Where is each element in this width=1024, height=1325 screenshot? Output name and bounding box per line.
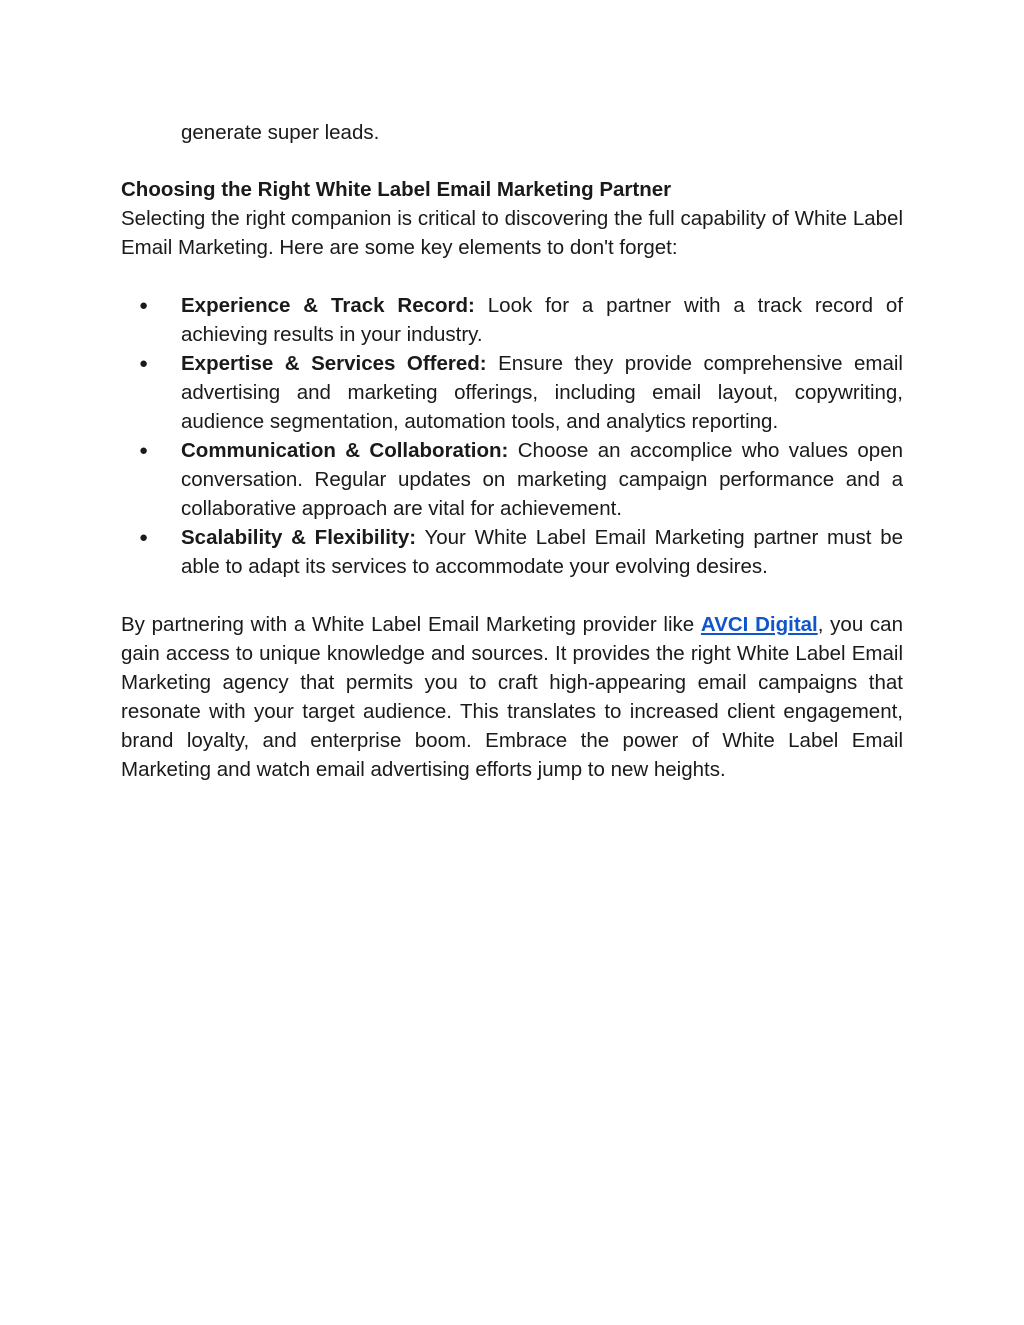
spacer xyxy=(121,581,903,610)
key-elements-list xyxy=(121,291,903,581)
continued-line: generate super leads. xyxy=(181,121,380,144)
bullet-icon: ● xyxy=(139,442,149,459)
section-heading: Choosing the Right White Label Email Marketing Partner xyxy=(121,178,672,201)
item-text: Look for a partner with a track record of achieving results in your industry. xyxy=(181,294,904,346)
item-term: Experience & Track Record: xyxy=(181,294,475,317)
closing-text-before-link: By partnering with a White Label Email Marketing provider like xyxy=(121,613,695,636)
closing-text-after-link: , you can gain access to unique knowledge and sources. It provides the right White Label Email Marketing agency that permits you to craft high-appearing email campaigns that resonate with your target audience. This translates to increased client engagement, brand loyalty, and enterprise boom. Embrace the power of White Label Email Marketing and watch email advertising efforts jump to new heights. xyxy=(121,613,903,781)
bullet-icon: ● xyxy=(139,529,149,546)
bullet-icon: ● xyxy=(139,297,149,314)
bullet-icon: ● xyxy=(139,355,149,372)
spacer xyxy=(121,262,903,291)
section-intro: Selecting the right companion is critical to discovering the full capability of White Label Email Marketing. Here are some key elements to don't forget: xyxy=(121,207,903,259)
list-item xyxy=(121,349,903,436)
item-text: Your White Label Email Marketing partner must be able to adapt its services to accommodate your evolving desires. xyxy=(181,526,904,578)
list-item xyxy=(121,436,903,523)
list-item xyxy=(121,523,903,581)
item-term: Communication & Collaboration: xyxy=(181,439,509,462)
item-term: Expertise & Services Offered: xyxy=(181,352,487,375)
closing-paragraph xyxy=(121,610,903,784)
item-text: Ensure they provide comprehensive email advertising and marketing offerings, including email layout, copywriting, audience segmentation, automation tools, and analytics reporting. xyxy=(181,352,903,433)
item-text: Choose an accomplice who values open conversation. Regular updates on marketing campaign performance and a collaborative approach are vital for achievement. xyxy=(181,439,904,520)
item-term: Scalability & Flexibility: xyxy=(181,526,417,549)
document-page xyxy=(121,118,903,784)
avci-digital-link[interactable]: AVCI Digital xyxy=(700,613,818,636)
list-item xyxy=(121,291,903,349)
